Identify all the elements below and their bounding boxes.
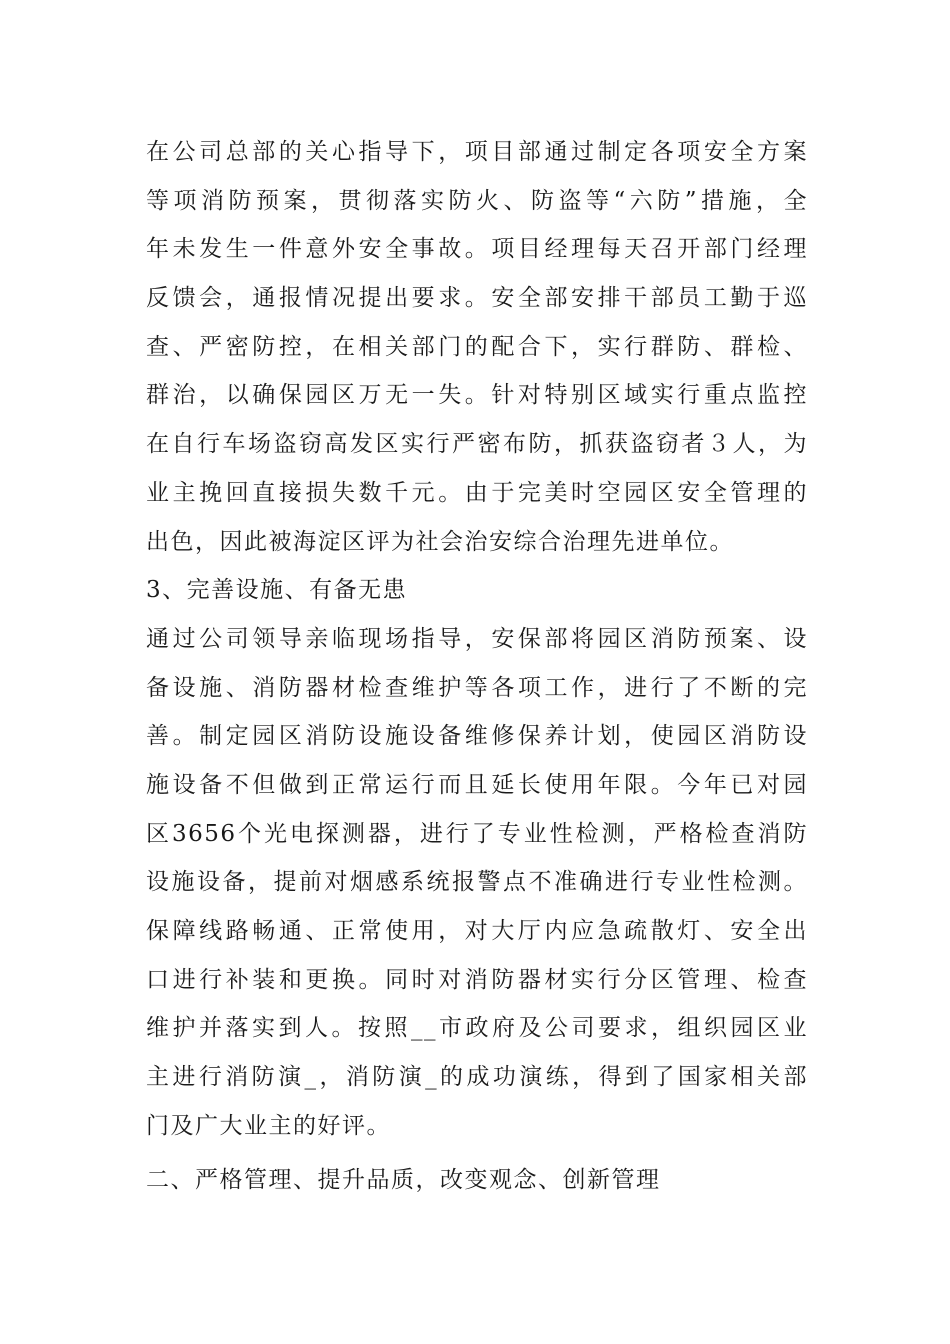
- text-line: 在公司总部的关心指导下，项目部通过制定各项安全方案: [146, 139, 808, 165]
- text-line: 等项消防预案，贯彻落实防火、防盗等“六防”措施，全: [146, 187, 808, 214]
- text-line: 主进行消防演_，消防演_的成功演练，得到了国家相关部: [146, 1064, 808, 1091]
- text-line: 口进行补装和更换。同时对消防器材实行分区管理、检查: [146, 966, 808, 993]
- text-line: 年未发生一件意外安全事故。项目经理每天召开部门经理: [146, 236, 808, 263]
- text-line: 门及广大业主的好评。: [146, 1112, 391, 1139]
- text-line: 通过公司领导亲临现场指导，安保部将园区消防预案、设: [146, 625, 808, 652]
- security-paragraph: [146, 128, 808, 566]
- text-line: 业主挽回直接损失数千元。由于完美时空园区安全管理的: [146, 479, 808, 506]
- text-line: 设施设备，提前对烟感系统报警点不准确进行专业性检测。: [146, 869, 808, 896]
- text-line: 保障线路畅通、正常使用，对大厅内应急疏散灯、安全出: [146, 918, 808, 944]
- text-line: 区3656个光电探测器，进行了专业性检测，严格检查消防: [146, 820, 808, 847]
- heading-line: 二、严格管理、提升品质，改变观念、创新管理: [146, 1167, 661, 1194]
- text-line: 备设施、消防器材检查维护等各项工作，进行了不断的完: [146, 674, 808, 701]
- text-line: 查、严密防控，在相关部门的配合下，实行群防、群检、: [146, 333, 808, 360]
- text-line: 维护并落实到人。按照__市政府及公司要求，组织园区业: [146, 1015, 808, 1042]
- heading-line: 3、完善设施、有备无患: [146, 577, 408, 604]
- section-2-heading: [146, 1156, 808, 1205]
- text-line: 善。制定园区消防设施设备维修保养计划，使园区消防设: [146, 723, 808, 750]
- section-3-heading: [146, 566, 808, 615]
- facilities-paragraph: [146, 615, 808, 1151]
- text-line: 施设备不但做到正常运行而且延长使用年限。今年已对园: [146, 771, 808, 798]
- text-line: 反馈会，通报情况提出要求。安全部安排干部员工勤于巡: [146, 285, 808, 312]
- text-line: 群治，以确保园区万无一失。针对特别区域实行重点监控: [146, 382, 808, 409]
- document-page: [146, 128, 808, 1205]
- text-line: 出色，因此被海淀区评为社会治安综合治理先进单位。: [146, 528, 734, 555]
- text-line: 在自行车场盗窃高发区实行严密布防，抓获盗窃者３人，为: [146, 431, 808, 458]
